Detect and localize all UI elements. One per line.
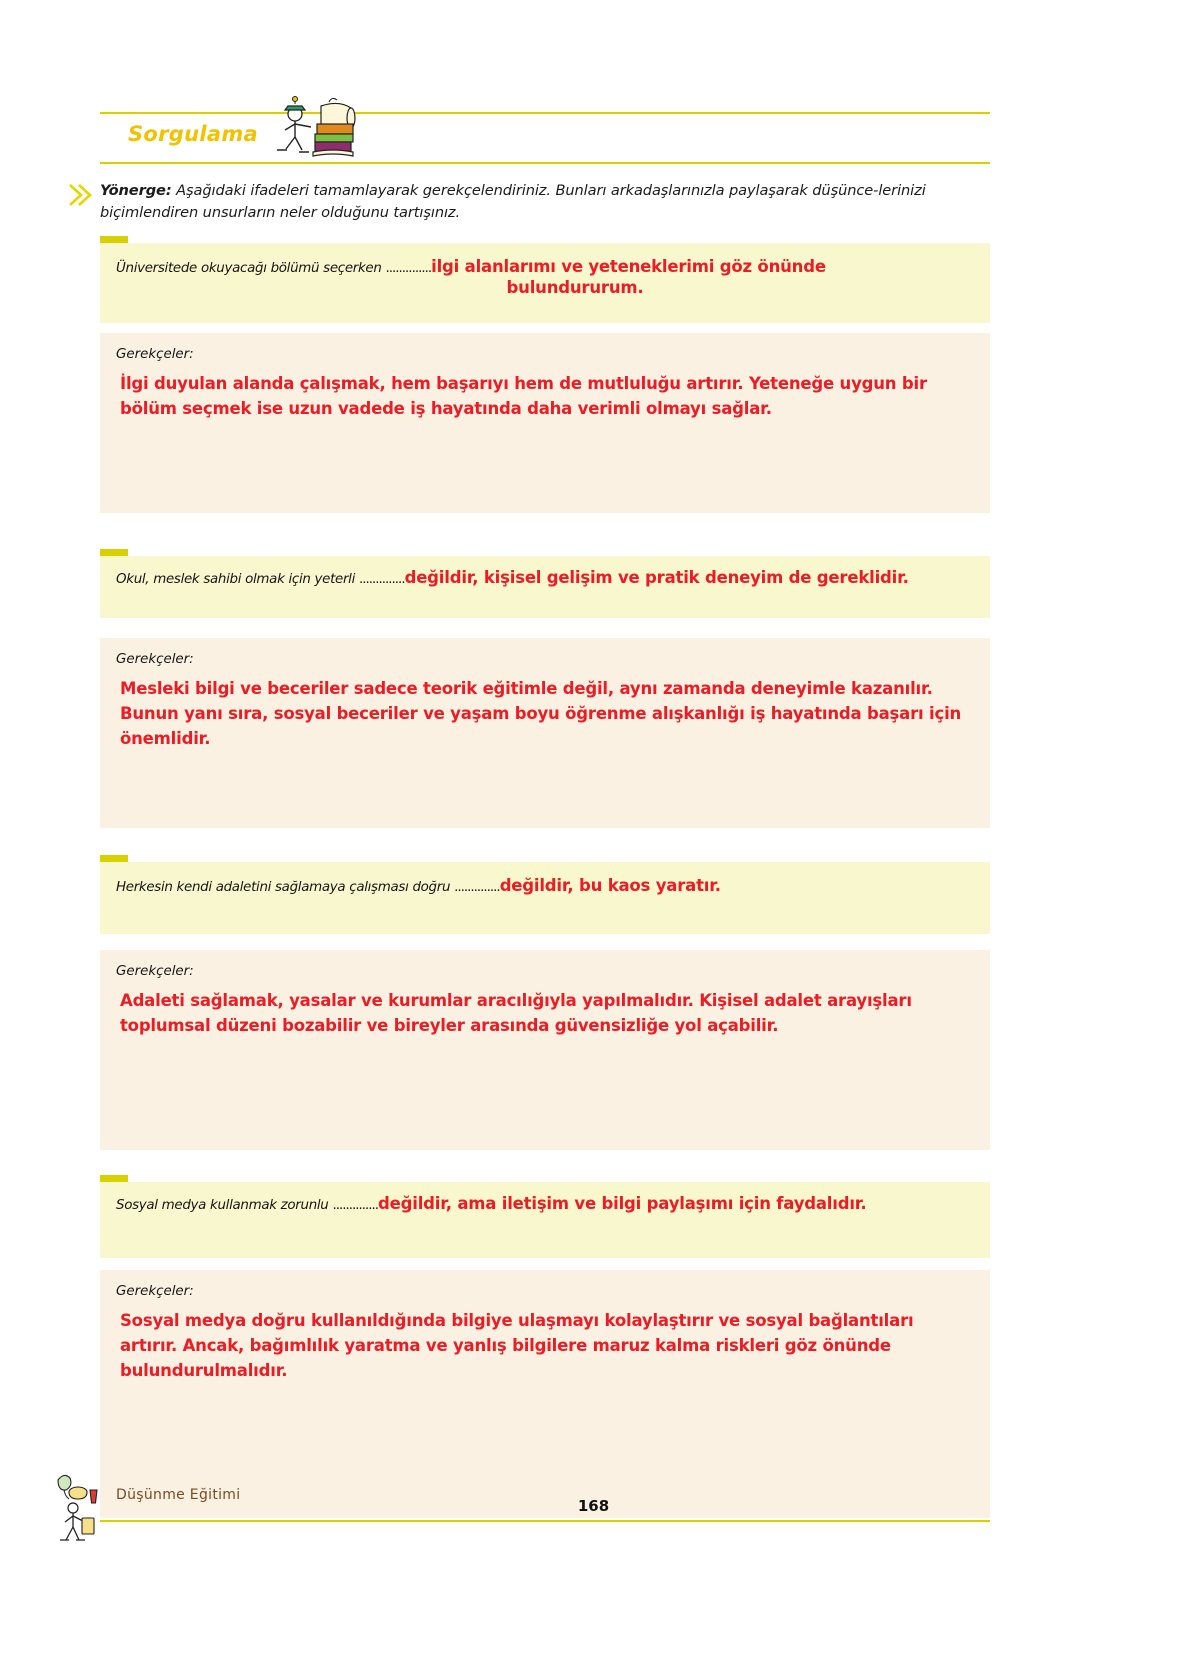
item-4-dots: ..............	[332, 1198, 379, 1213]
item-2-answer[interactable]: değildir, kişisel gelişim ve pratik deneyim de gereklidir.	[404, 568, 909, 587]
item-4-reason	[100, 1270, 990, 1518]
item-4-prompt	[100, 1182, 990, 1258]
item-2-reason-text[interactable]: Mesleki bilgi ve beceriler sadece teorik eğitimle değil, aynı zamanda deneyimle kazanılır. Bunun yanı sıra, sosyal beceriler ve yaşam boyu öğrenme alışkanlığı iş hayatında başarı için önemlidir.	[120, 679, 962, 748]
header-rule-top	[100, 112, 990, 114]
reason-box[interactable]	[100, 1270, 990, 1518]
directive-label: Yönerge:	[100, 182, 172, 199]
prompt-content	[100, 556, 990, 599]
item-4-stem: Sosyal medya kullanmak zorunlu	[116, 1198, 333, 1213]
prompt-tab-marker	[100, 549, 128, 556]
directive-body: Aşağıdaki ifadeleri tamamlayarak gerekçelendiriniz. Bunları arkadaşlarınızla paylaşarak düşünce-lerinizi biçimlendiren unsurların neler olduğunu tartışınız.	[100, 182, 926, 222]
item-3-prompt	[100, 862, 990, 934]
item-3-reason	[100, 950, 990, 1150]
item-2-reason-label: Gerekçeler:	[116, 652, 194, 667]
section-title: Sorgulama	[128, 122, 259, 146]
books-and-graduate-illustration-icon	[265, 90, 361, 162]
item-4-reason-text[interactable]: Sosyal medya doğru kullanıldığında bilgiye ulaşmayı kolaylaştırır ve sosyal bağlantıları artırır. Ancak, bağımlılık yaratma ve yanlış bilgilere maruz kalma riskleri göz önünde bulundurulmalıdır.	[120, 1311, 914, 1380]
footer-rule	[100, 1520, 990, 1522]
prompt-content	[100, 862, 990, 907]
item-2-prompt	[100, 556, 990, 618]
prompt-box[interactable]	[100, 243, 990, 323]
prompt-box[interactable]	[100, 1182, 990, 1258]
prompt-tab-marker	[100, 1175, 128, 1182]
item-2-dots: ..............	[358, 572, 405, 587]
item-1-reason-text[interactable]: İlgi duyulan alanda çalışmak, hem başarıyı hem de mutluluğu artırır. Yeteneğe uygun bir bölüm seçmek ise uzun vadede iş hayatında daha verimli olmayı sağlar.	[120, 374, 927, 418]
prompt-tab-marker	[100, 855, 128, 862]
item-2-stem: Okul, meslek sahibi olmak için yeterli	[116, 572, 359, 587]
item-1-reason	[100, 333, 990, 513]
reason-box[interactable]	[100, 333, 990, 513]
item-1-prompt	[100, 243, 990, 323]
prompt-content	[100, 1182, 990, 1225]
footer-label: Düşünme Eğitimi	[116, 1487, 241, 1503]
item-1-answer-line2[interactable]: bulundururum.	[506, 278, 644, 297]
double-chevron-right-icon	[67, 182, 93, 208]
prompt-tab-marker	[100, 236, 128, 243]
item-3-answer[interactable]: değildir, bu kaos yaratır.	[499, 876, 721, 895]
prompt-box[interactable]	[100, 862, 990, 934]
page-number: 168	[577, 1497, 610, 1515]
item-4-answer[interactable]: değildir, ama iletişim ve bilgi paylaşımı için faydalıdır.	[378, 1194, 867, 1213]
prompt-box[interactable]	[100, 556, 990, 618]
item-3-reason-label: Gerekçeler:	[116, 964, 194, 979]
prompt-content	[100, 243, 990, 309]
directive-text	[100, 180, 1000, 224]
item-3-dots: ..............	[454, 880, 500, 895]
item-4-reason-label: Gerekçeler:	[116, 1284, 194, 1299]
item-1-stem: Üniversitede okuyacağı bölümü seçerken	[116, 261, 386, 276]
header-rule-bottom	[100, 162, 990, 164]
item-2-reason	[100, 638, 990, 828]
reason-box[interactable]	[100, 950, 990, 1150]
reason-box[interactable]	[100, 638, 990, 828]
directive-block	[100, 180, 1000, 224]
item-1-dots: ..............	[385, 261, 432, 276]
item-3-stem: Herkesin kendi adaletini sağlamaya çalışması doğru	[116, 880, 455, 895]
item-3-reason-text[interactable]: Adaleti sağlamak, yasalar ve kurumlar aracılığıyla yapılmalıdır. Kişisel adalet arayışları toplumsal düzeni bozabilir ve bireyler arasında güvensizliğe yol açabilir.	[120, 991, 912, 1035]
section-header	[100, 112, 990, 168]
item-1-reason-label: Gerekçeler:	[116, 347, 194, 362]
item-1-answer-line1[interactable]: ilgi alanlarımı ve yeteneklerimi göz önünde	[431, 257, 826, 276]
